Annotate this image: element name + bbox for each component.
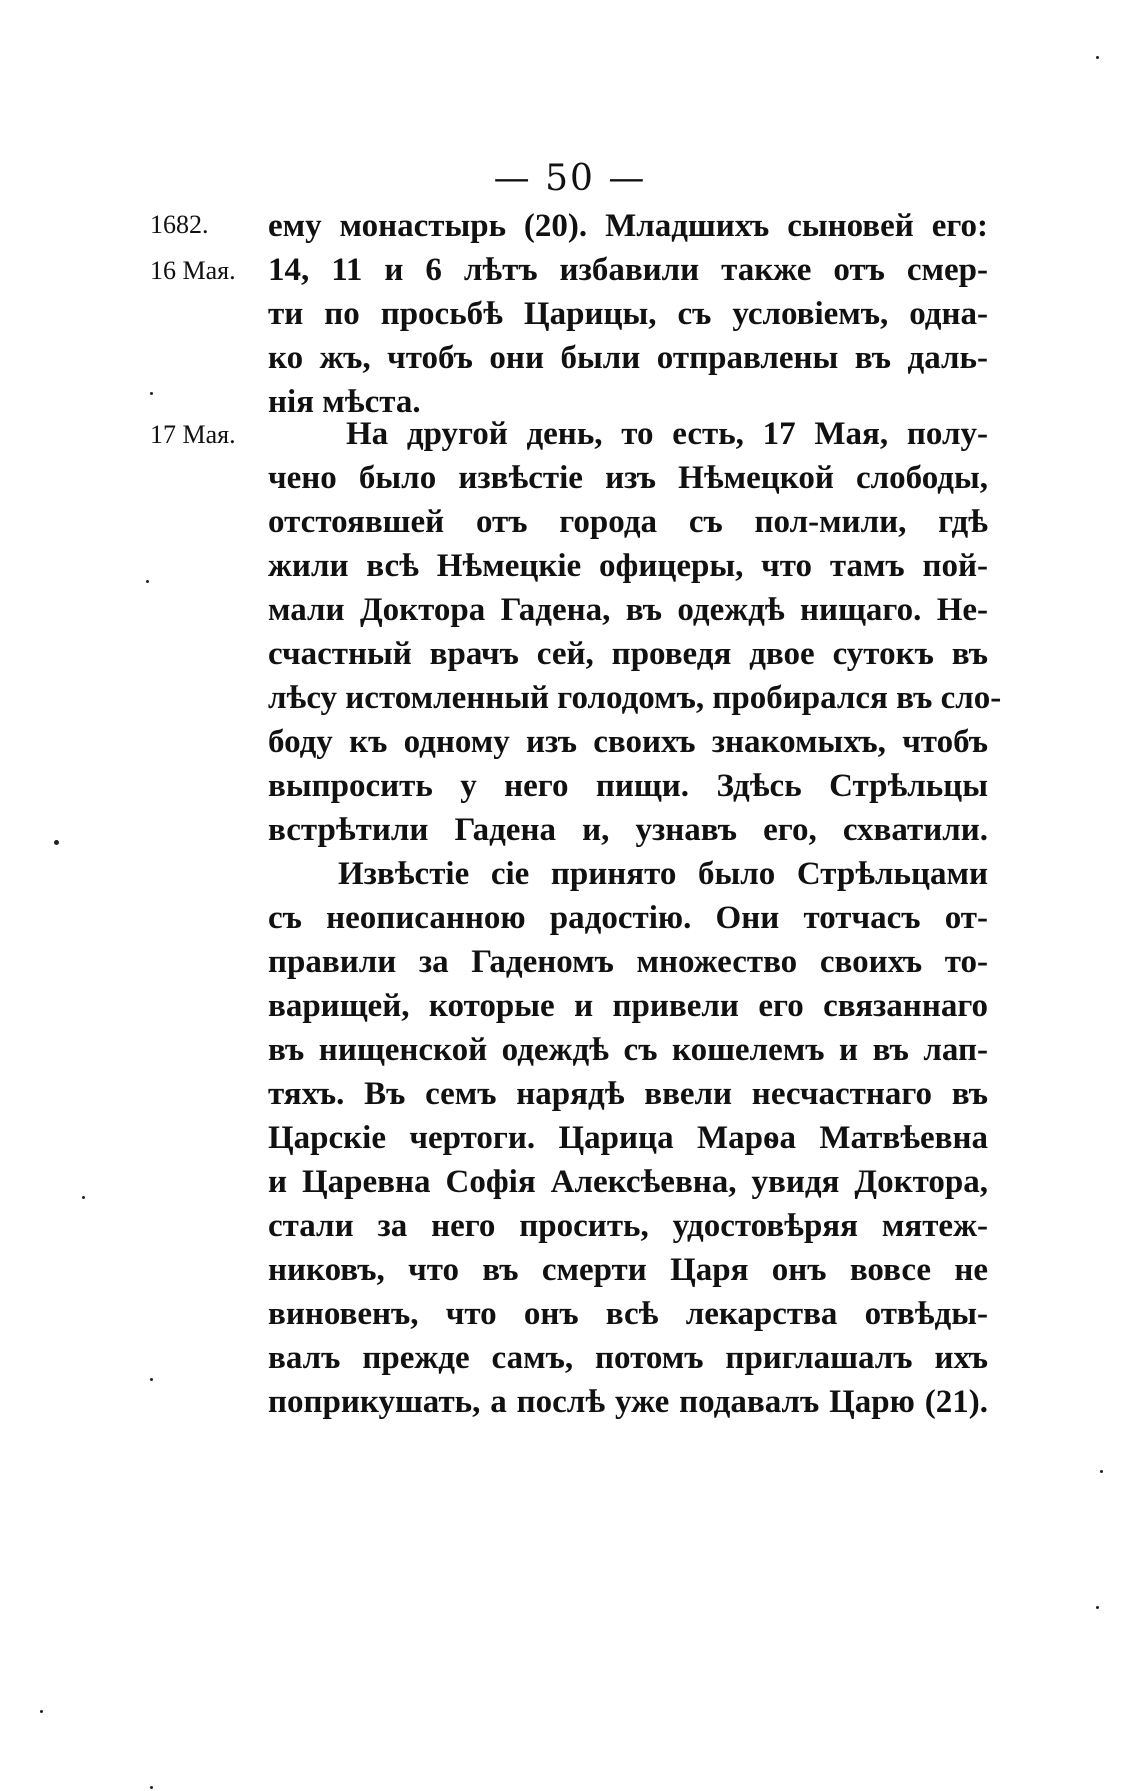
scan-speck <box>40 1710 43 1713</box>
text-line: мали Доктора Гадена, въ одеждѣ нищаго. Не- <box>268 592 988 628</box>
text-line: ему монастырь (20). Младшихъ сыновей его: <box>268 208 988 244</box>
text-line: виновенъ, что онъ всѣ лекарства отвѣды- <box>268 1296 988 1332</box>
text-line: варищей, которые и привели его связаннаго <box>268 988 988 1024</box>
margin-note-year: 1682. <box>150 210 209 239</box>
text-line: Извѣстіе сіе принято было Стрѣльцами <box>338 856 988 892</box>
text-line: отстоявшей отъ города съ пол-мили, гдѣ <box>268 504 988 540</box>
text-line: боду къ одному изъ своихъ знакомыхъ, чтобъ <box>268 724 988 760</box>
page-number: — 50 — <box>493 158 647 199</box>
scan-speck <box>146 580 149 583</box>
text-line: жили всѣ Нѣмецкіе офицеры, что тамъ пой- <box>268 548 988 584</box>
scan-speck <box>54 840 59 845</box>
text-line: ти по просьбѣ Царицы, съ условіемъ, одна- <box>268 296 988 332</box>
scan-speck <box>82 1196 85 1199</box>
text-line: счастный врачъ сей, проведя двое сутокъ въ <box>268 636 988 672</box>
margin-note-date-1: 16 Мая. <box>150 256 236 285</box>
text-line: тяхъ. Въ семъ нарядѣ ввели несчастнаго въ <box>268 1076 988 1112</box>
scan-speck <box>1100 1470 1103 1473</box>
margin-note-date-2: 17 Мая. <box>150 420 236 449</box>
text-line: лѣсу истомленный голодомъ, пробирался въ сло- <box>268 680 1002 716</box>
text-line: 14, 11 и 6 лѣтъ избавили также отъ смер- <box>268 252 988 288</box>
text-line: Царскіе чертоги. Царица Марѳа Матвѣевна <box>268 1120 988 1156</box>
scan-speck <box>1096 56 1099 59</box>
scan-speck <box>150 1786 153 1789</box>
text-line: выпросить у него пищи. Здѣсь Стрѣльцы <box>268 768 988 804</box>
text-line: валъ прежде самъ, потомъ приглашалъ ихъ <box>268 1340 988 1376</box>
text-line: нія мѣста. <box>268 384 421 420</box>
text-line: съ неописанною радостію. Они тотчасъ от- <box>268 900 988 936</box>
scan-speck <box>1096 1606 1099 1609</box>
scan-speck <box>150 1378 153 1381</box>
text-line: ко жъ, чтобъ они были отправлены въ даль- <box>268 340 988 376</box>
text-line: правили за Гаденомъ множество своихъ то- <box>268 944 988 980</box>
text-line: чено было извѣстіе изъ Нѣмецкой слободы, <box>268 460 988 496</box>
text-line: въ нищенской одеждѣ съ кошелемъ и въ лап- <box>268 1032 988 1068</box>
scan-speck <box>150 392 153 395</box>
text-line: встрѣтили Гадена и, узнавъ его, схватили. <box>268 812 988 848</box>
text-line: На другой день, то есть, 17 Мая, полу- <box>346 416 988 452</box>
text-line: никовъ, что въ смерти Царя онъ вовсе не <box>268 1252 988 1288</box>
text-line: поприкушать, а послѣ уже подавалъ Царю (21). <box>268 1384 988 1420</box>
text-line: стали за него просить, удостовѣряя мятеж- <box>268 1208 988 1244</box>
text-line: и Царевна Софія Алексѣевна, увидя Доктора, <box>268 1164 988 1200</box>
